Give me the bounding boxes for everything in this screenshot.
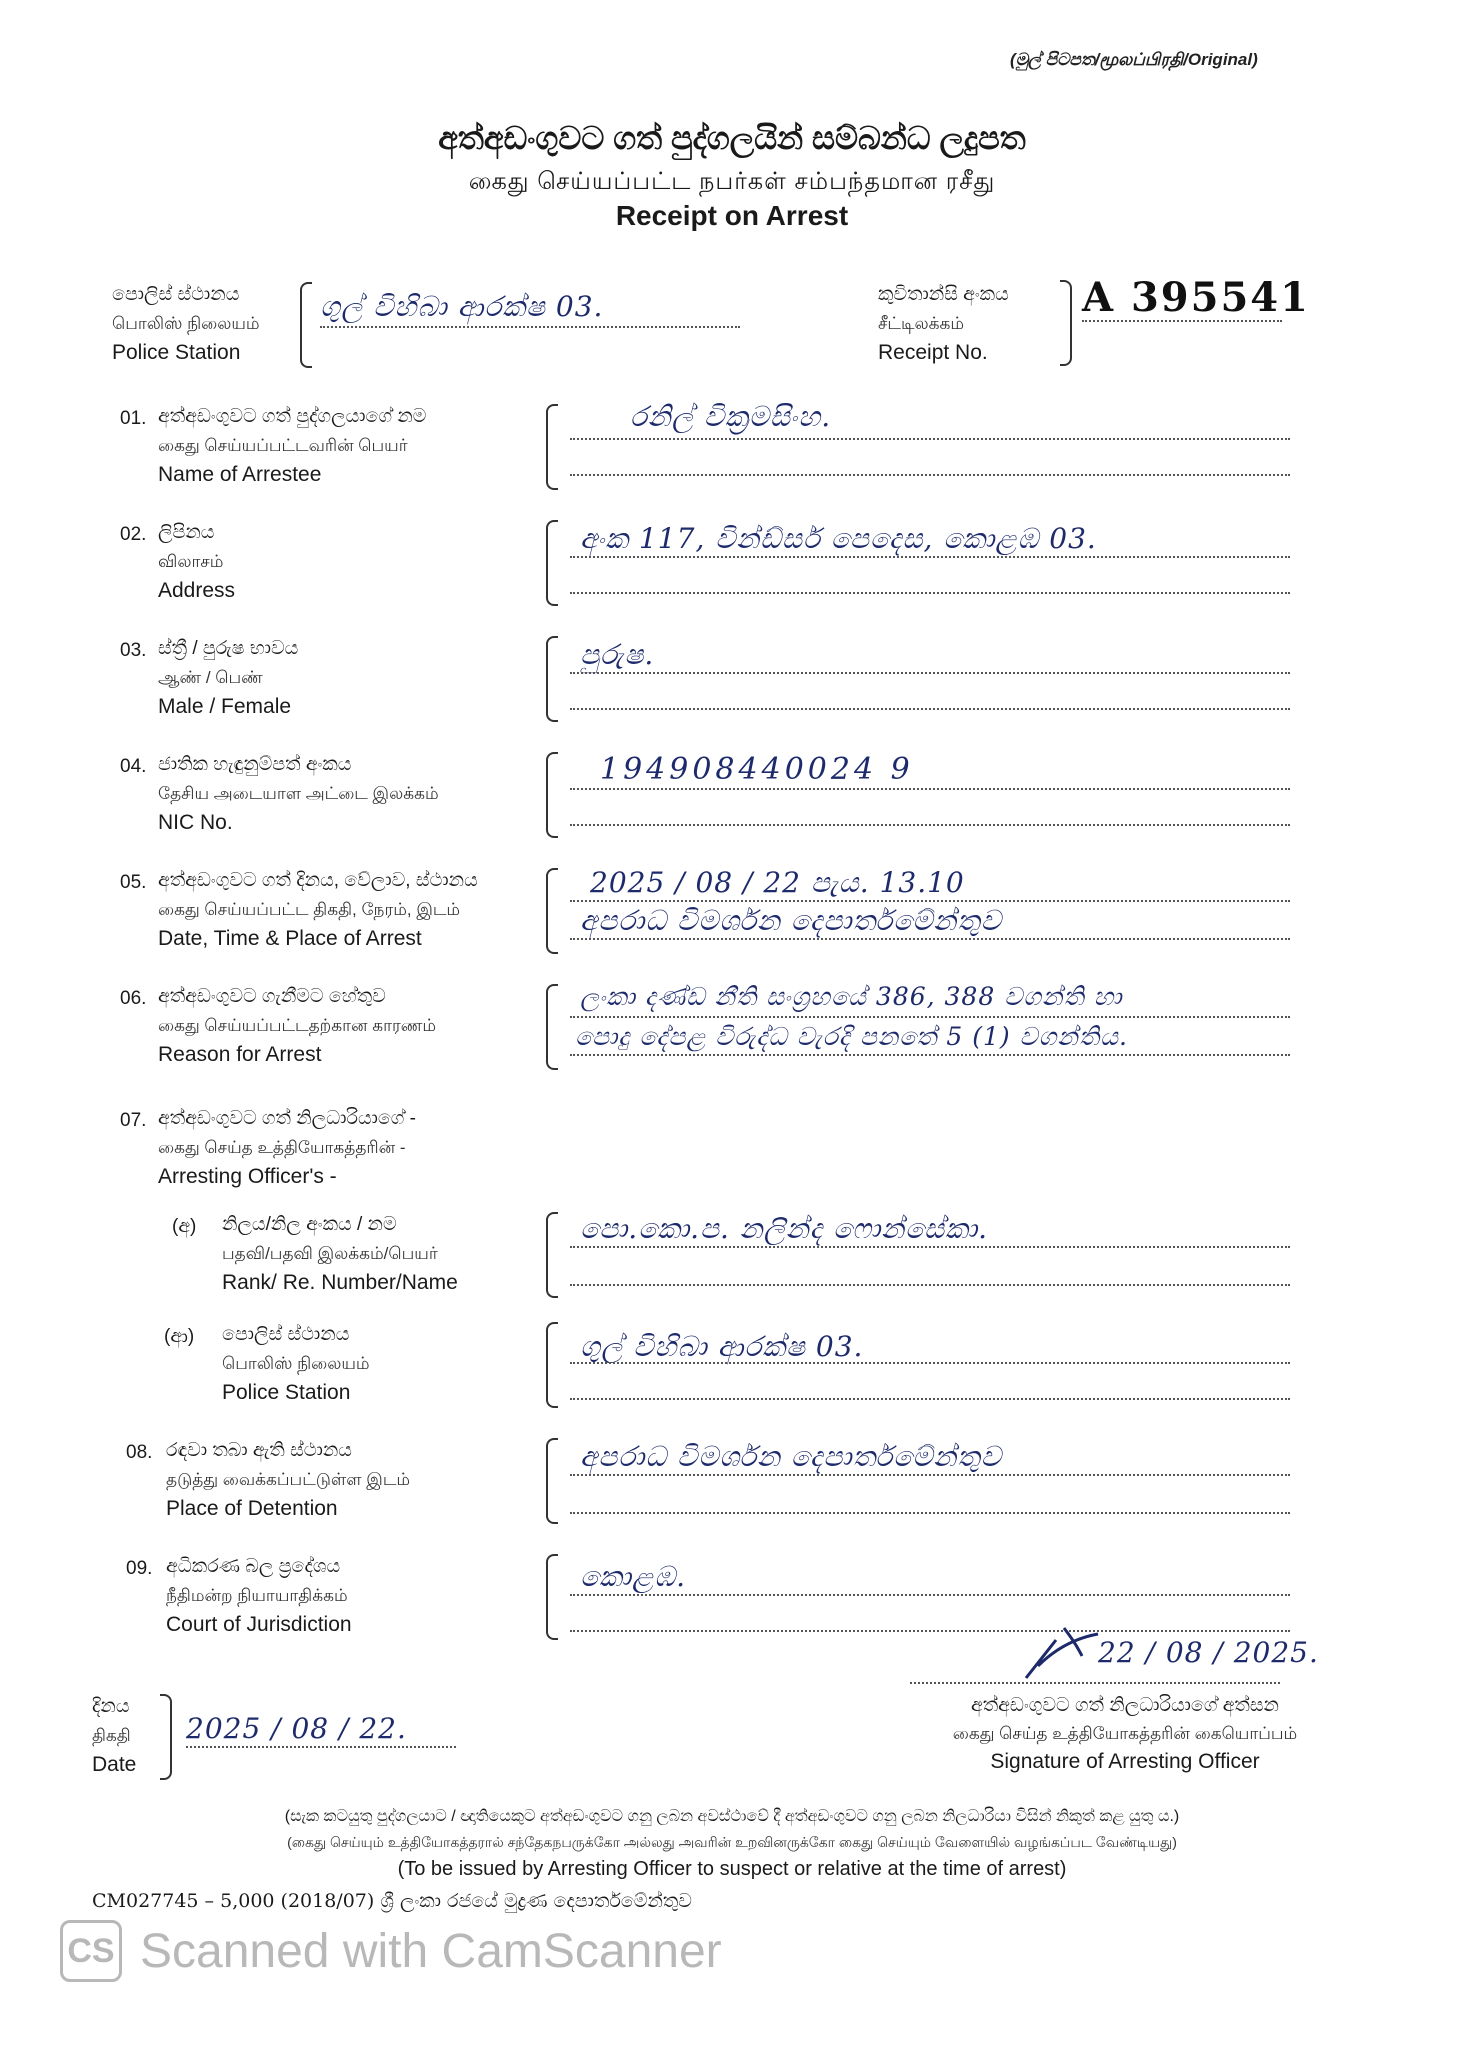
field-value-line-1: පො.කො.ප. නලින්ද ෆොන්සේකා. [580,1212,988,1245]
footer-note-en: (To be issued by Arresting Officer to suspect or relative at the time of arrest) [397,1858,1067,1880]
field-label-ta: கைது செய்யப்பட்ட திகதி, நேரம், இடம் [158,900,461,919]
field-label-ta: பொலிஸ் நிலையம் [222,1354,370,1373]
field-number: 09. [126,1558,153,1579]
field-dotline-2 [570,938,1290,940]
field-label-ta: விலாசம் [158,552,224,571]
field-label-en: Arresting Officer's - [158,1165,337,1188]
field-brace [546,1438,558,1524]
receipt-label-si: කුවිතාන්සි අංකය [878,284,1009,305]
field-value-line-2: පොදු දේපළ විරුද්ධ වැරදි පනතේ 5 (1) වගන්තිය. [575,1022,1128,1051]
field-dotline-2 [570,1398,1290,1400]
field-dotline-2 [570,1512,1290,1514]
field-label-si: ලිපිනය [158,522,215,543]
field-label-en: Name of Arrestee [158,463,322,486]
field-label-si: රඳවා තබා ඇති ස්ථානය [166,1440,352,1461]
field-number: 07. [120,1110,147,1131]
date-value: 2025 / 08 / 22. [186,1712,407,1745]
field-label-ta: தடுத்து வைக்கப்பட்டுள்ள இடம் [166,1470,411,1489]
field-label-si: අත්අඩංගුවට ගත් නිලධාරියාගේ - [158,1108,416,1129]
field-brace [546,752,558,838]
field-label-ta: கைது செய்யப்பட்டவரின் பெயர் [158,436,408,455]
field-dotline-2 [570,1630,1290,1632]
field-number: 02. [120,524,147,545]
signature-label-ta: கைது செய்த உத்தியோகத்தரின் கையொப்பம் [952,1724,1298,1743]
receipt-dotline [1082,320,1282,322]
field-label-en: Address [158,579,236,602]
date-label-ta: திகதி [92,1726,131,1745]
footer-note-si: (සැක කටයුතු පුද්ගලයාට / ඥාතියෙකුට අත්අඩංගුවට ගනු ලබන අවස්ථාවේ දී අත්අඩංගුවට ගනු ලබන නිලධාරියා විසින් නිකුත් කළ යුතු ය.) [284,1808,1180,1825]
field-label-si: අත්අඩංගුවට ගැනීමට හේතුව [158,986,386,1007]
signature-scribble [1020,1622,1100,1682]
station-brace [300,282,312,368]
field-label-si: ස්ත්‍රී / පුරුෂ භාවය [158,638,299,659]
field-label-ta: தேசிய அடையாள அட்டை இலக்கம் [158,784,439,803]
field-number: 03. [120,640,147,661]
field-label-ta: நீதிமன்ற நியாயாதிக்கம் [166,1586,348,1605]
camscanner-logo-icon: CS [60,1920,122,1982]
field-label-ta: ஆண் / பெண் [158,668,263,687]
field-dotline-1 [570,1016,1290,1018]
date-brace [160,1694,172,1780]
field-number: (ආ) [164,1326,195,1347]
field-dotline-2 [570,474,1290,476]
field-label-ta: பதவி/பதவி இலக்கம்/பெயர் [222,1244,438,1263]
field-label-en: Police Station [222,1381,351,1404]
field-value-line-1: අපරාධ විමර්ශන දෙපාර්තමේන්තුව [580,1440,1002,1473]
title-english: Receipt on Arrest [615,200,849,231]
station-dotline [320,326,740,328]
receipt-label-ta: சீட்டிலக்கம் [878,314,965,333]
field-value-line-2: අපරාධ විමර්ශන දෙපාර්තමේන්තුව [580,904,1002,937]
camscanner-watermark [60,1920,722,1982]
receipt-brace [1060,280,1072,366]
signature-dotline [910,1682,1280,1684]
field-brace [546,1554,558,1640]
field-label-si: අත්අඩංගුවට ගත් පුද්ගලයාගේ නම [158,406,427,427]
field-dotline-1 [570,1474,1290,1476]
field-dotline-1 [570,788,1290,790]
field-value-line-1: පුරුෂ. [580,638,655,671]
title-tamil: கைது செய்யப்பட்ட நபர்கள் சம்பந்தமான ரசீது [468,168,996,195]
receipt-number: A 395541 [1082,274,1310,321]
field-label-ta: கைது செய்த உத்தியோகத்தரின் - [158,1138,406,1157]
field-brace [546,1212,558,1298]
title-sinhala: අත්අඩංගුවට ගත් පුද්ගලයින් සම්බන්ධ ලදුපත [438,120,1026,156]
signature-label-si: අත්අඩංගුවට ගත් නිලධාරියාගේ අත්සන [971,1695,1279,1716]
field-value-line-1: රනිල් වික්‍රමසිංහ. [630,400,832,433]
field-dotline-2 [570,1054,1290,1056]
field-number: 06. [120,988,147,1009]
signature-label-en: Signature of Arresting Officer [990,1750,1260,1773]
field-dotline-2 [570,708,1290,710]
date-dotline [186,1746,456,1748]
station-label-si: පොලිස් ස්ථානය [112,284,240,305]
signature-label [930,1692,1320,1776]
field-label-si: අත්අඩංගුවට ගත් දිනය, වේලාව, ස්ථානය [158,870,478,891]
field-value-line-1: ගුල් විහිබා ආරක්ෂ 03. [580,1330,864,1363]
field-number: 05. [120,872,147,893]
field-brace [546,984,558,1070]
field-label-si: නිලය/නිල අංකය / නම [222,1214,397,1235]
field-brace [546,404,558,490]
copy-mark: (මුල් පිටපත/மூலப்பிரதி/Original) [1010,50,1258,69]
watermark-text: Scanned with CamScanner [140,1924,722,1978]
field-number: (අ) [172,1216,197,1237]
field-dotline-1 [570,900,1290,902]
field-dotline-1 [570,556,1290,558]
field-label-en: NIC No. [158,811,233,834]
field-value-line-1: අංක 117, වින්ඩ්සර් පෙදෙස, කොළඹ 03. [580,522,1097,555]
form-code: CM027745 – 5,000 (2018/07) ශ්‍රී ලංකා රජයේ මුද්‍රණ දෙපාර්තමේන්තුව [92,1890,692,1912]
field-value-line-1: කොළඹ. [580,1560,687,1593]
field-dotline-1 [570,1246,1290,1248]
field-value-line-1: 2025 / 08 / 22 පැය. 13.10 [590,866,965,899]
field-label-en: Rank/ Re. Number/Name [222,1271,458,1294]
field-dotline-1 [570,1594,1290,1596]
field-value-line-1: ලංකා දණ්ඩ නීති සංග්‍රහයේ 386, 388 වගන්ති හා [580,982,1123,1011]
field-label-en: Court of Jurisdiction [166,1613,352,1636]
field-label-en: Reason for Arrest [158,1043,322,1066]
field-label-si: ජාතික හැඳුනුම්පත් අංකය [158,754,352,775]
field-brace [546,868,558,954]
field-brace [546,636,558,722]
field-number: 01. [120,408,147,429]
field-label-en: Date, Time & Place of Arrest [158,927,422,950]
field-brace [546,1322,558,1408]
field-number: 04. [120,756,147,777]
field-value-line-1: 194908440024 9 [600,752,914,787]
footer-note-ta: (கைது செய்யும் உத்தியோகத்தரால் சந்தேகநபருக்கோ அல்லது அவரின் உறவினருக்கோ கைது செய்யும் வேளையில் வழங்கப்பட வேண்டியது) [287,1834,1177,1850]
station-label [112,280,260,367]
date-label-si: දිනය [92,1696,130,1717]
field-label-en: Male / Female [158,695,292,718]
field-dotline-2 [570,824,1290,826]
receipt-label [878,280,1009,367]
field-dotline-1 [570,438,1290,440]
field-label-si: අධිකරණ බල ප්‍රදේශය [166,1556,341,1577]
field-label-en: Place of Detention [166,1497,338,1520]
receipt-label-en: Receipt No. [878,341,988,364]
station-label-ta: பொலிஸ் நிலையம் [112,314,260,333]
field-label-si: පොලිස් ස්ථානය [222,1324,350,1345]
field-number: 08. [126,1442,153,1463]
field-dotline-2 [570,1284,1290,1286]
station-value: ගුල් විහිබා ආරක්ෂ 03. [320,290,604,323]
field-dotline-1 [570,1362,1290,1364]
field-dotline-2 [570,592,1290,594]
date-label [92,1692,136,1779]
field-dotline-1 [570,672,1290,674]
field-label-ta: கைது செய்யப்பட்டதற்கான காரணம் [158,1016,437,1035]
signature-date: 22 / 08 / 2025. [1098,1636,1319,1669]
field-brace [546,520,558,606]
station-label-en: Police Station [112,341,241,364]
date-label-en: Date [92,1753,137,1776]
